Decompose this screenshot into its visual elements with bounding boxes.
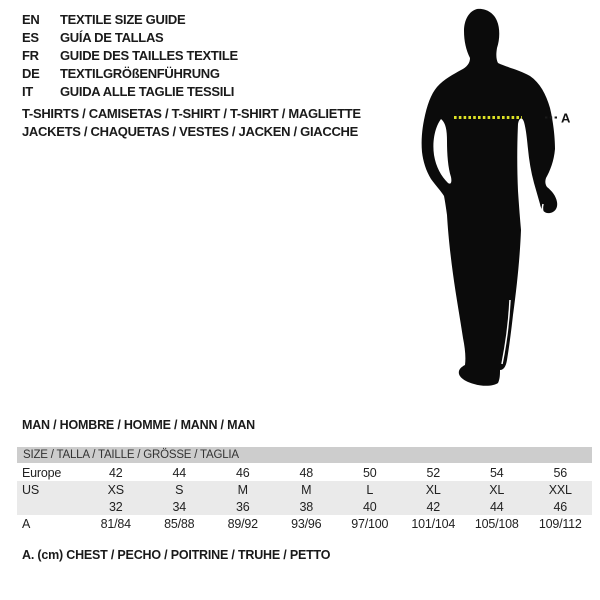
size-cell: 85/88 <box>164 516 195 531</box>
size-cell: 44 <box>489 499 504 514</box>
section-title-man: MAN / HOMBRE / HOMME / MANN / MAN <box>22 418 255 432</box>
size-cell: 56 <box>553 465 567 480</box>
size-cell: 93/96 <box>291 516 322 531</box>
category-list <box>22 105 361 141</box>
language-label: TEXTILE SIZE GUIDE <box>60 12 186 27</box>
size-cell: 48 <box>299 465 313 480</box>
size-table <box>17 464 592 532</box>
language-label: TEXTILGRÖßENFÜHRUNG <box>60 66 220 81</box>
category-jackets: JACKETS / CHAQUETAS / VESTES / JACKEN / GIACCHE <box>22 124 358 139</box>
table-row-us-letters <box>17 481 592 498</box>
size-cell: 54 <box>489 465 504 480</box>
language-code: EN <box>22 12 40 27</box>
size-cell: M <box>237 482 248 497</box>
size-cell: 42 <box>108 465 123 480</box>
size-cell: XL <box>489 482 505 497</box>
size-cell: M <box>301 482 312 497</box>
table-row-chest-a <box>17 515 592 532</box>
size-cell: 89/92 <box>227 516 258 531</box>
row-label: A <box>22 516 31 531</box>
measure-label-a: A <box>561 110 571 126</box>
table-row-us-numbers <box>17 498 592 515</box>
size-cell: 38 <box>299 499 313 514</box>
language-list <box>22 11 238 101</box>
language-code: IT <box>22 84 33 99</box>
language-row <box>22 83 238 101</box>
size-cell: XS <box>107 482 124 497</box>
row-label: US <box>22 482 39 497</box>
language-row <box>22 47 238 65</box>
category-tshirts: T-SHIRTS / CAMISETAS / T-SHIRT / T-SHIRT / MAGLIETTE <box>22 106 361 121</box>
table-row-europe <box>17 464 592 481</box>
language-code: DE <box>22 66 40 81</box>
size-cell: 109/112 <box>538 516 582 531</box>
size-cell: XXL <box>548 482 572 497</box>
size-cell: 46 <box>235 465 250 480</box>
size-cell: 34 <box>172 499 186 514</box>
size-cell: 105/108 <box>474 516 519 531</box>
language-label: GUIDA ALLE TAGLIE TESSILI <box>60 84 235 99</box>
language-row <box>22 11 238 29</box>
size-cell: 52 <box>426 465 440 480</box>
language-row <box>22 29 238 47</box>
size-cell: L <box>366 482 374 497</box>
row-label: Europe <box>22 465 62 480</box>
row-label <box>17 498 84 515</box>
size-cell: 101/104 <box>411 516 456 531</box>
language-label: GUIDE DES TAILLES TEXTILE <box>60 48 238 63</box>
size-cell: 40 <box>362 499 377 514</box>
language-code: FR <box>22 48 39 63</box>
man-silhouette <box>422 9 558 386</box>
size-cell: 44 <box>172 465 186 480</box>
size-cell: 42 <box>426 499 440 514</box>
size-cell: 36 <box>235 499 250 514</box>
size-cell: 50 <box>362 465 377 480</box>
chest-measure-footnote: A. (cm) CHEST / PECHO / POITRINE / TRUHE / PETTO <box>22 548 331 562</box>
size-cell: S <box>175 482 184 497</box>
size-table-section <box>17 447 592 532</box>
language-label: GUÍA DE TALLAS <box>60 30 164 45</box>
man-silhouette-figure <box>400 0 600 410</box>
size-cell: 46 <box>553 499 567 514</box>
size-table-header: SIZE / TALLA / TAILLE / GRÖSSE / TAGLIA <box>17 447 592 463</box>
size-cell: 81/84 <box>100 516 131 531</box>
size-cell: XL <box>425 482 441 497</box>
size-cell: 32 <box>108 499 123 514</box>
language-row <box>22 65 238 83</box>
language-code: ES <box>22 30 39 45</box>
size-cell: 97/100 <box>351 516 389 531</box>
